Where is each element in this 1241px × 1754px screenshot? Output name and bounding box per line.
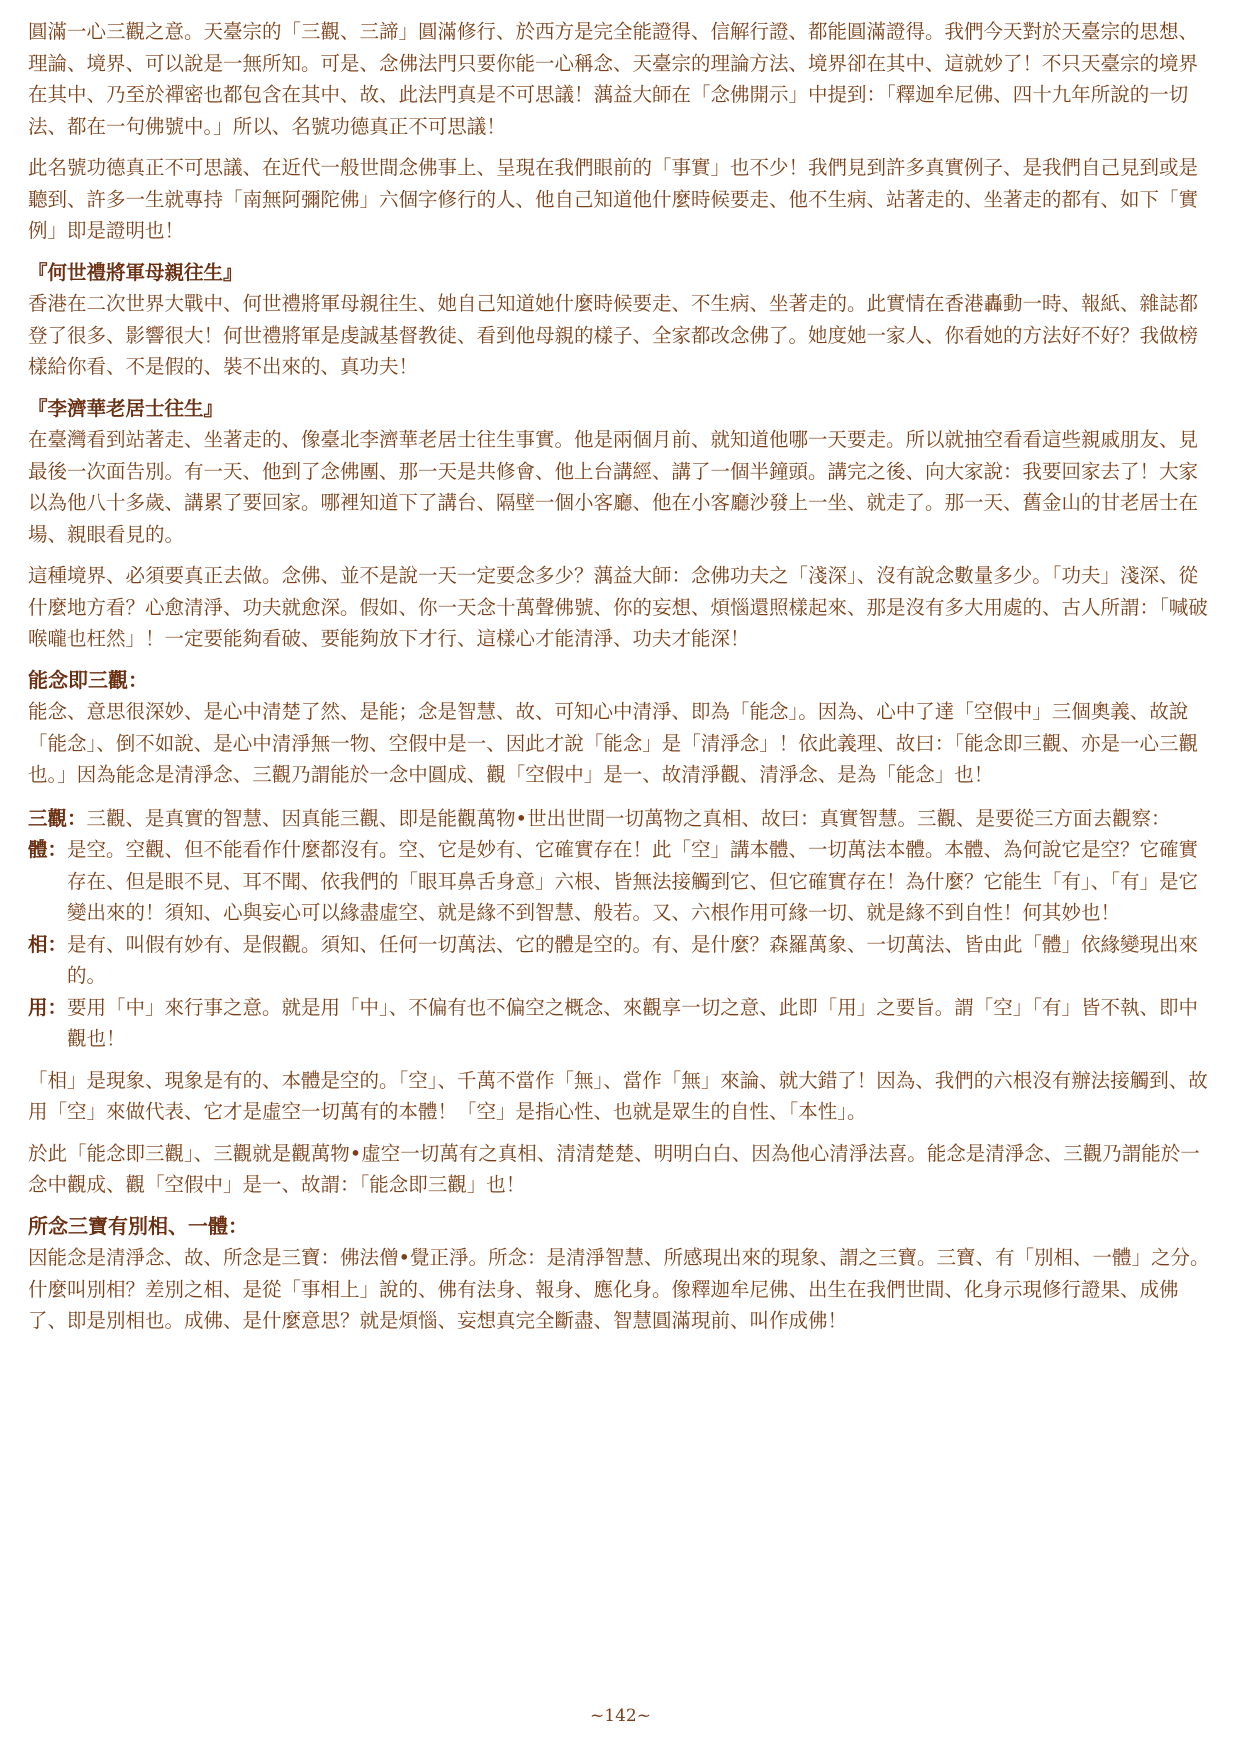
page-number: ~142~	[590, 1706, 651, 1726]
definition-text: 是空。空觀、但不能看作什麼都沒有。空、它是妙有、它確實存在！此「空」講本體、一切萬法本體。本體、為何說它是空？它確實存在、但是眼不見、耳不聞、依我們的「眼耳鼻舌身意」六根、皆無法接觸到它、但它確實存在！為什麼？它能生「有」、「有」是它變出來的！須知、心與妄心可以緣盡虛空、就是緣不到智慧、般若。又、六根作用可緣一切、就是緣不到自性！何其妙也！	[67, 838, 1199, 924]
paragraph-name-merit: 此名號功德真正不可思議、在近代一般世間念佛事上、呈現在我們眼前的「事實」也不少！我們見到許多真實例子、是我們自己見到或是聽到、許多一生就專持「南無阿彌陀佛」六個字修行的人、他自己知道他什麼時候要走、他不生病、站著走的、坐著走的都有、如下「實例」即是證明也！	[28, 156, 1199, 242]
definition-text: 要用「中」來行事之意。就是用「中」、不偏有也不偏空之概念、來觀享一切之意、此即「用」之要旨。謂「空」「有」皆不執、即中觀也！	[67, 995, 1199, 1050]
definition-label: 三觀：	[28, 806, 87, 830]
heading-li-jihua: 『李濟華老居士往生』	[28, 396, 224, 420]
paragraph-general-mother: 香港在二次世界大戰中、何世禮將軍母親往生、她自己知道她什麼時候要走、不生病、坐著走的。此實情在香港轟動一時、報紙、雜誌都登了很多、影響很大！何世禮將軍是虔誠基督教徒、看到他母親的樣子、全家都改念佛了。她度她一家人、你看她的方法好不好？我做榜樣給你看、不是假的、裝不出來的、真功夫！	[28, 292, 1199, 378]
paragraph-li-jihua: 在臺灣看到站著走、坐著走的、像臺北李濟華老居士往生事實。他是兩個月前、就知道他哪一天要走。所以就抽空看看這些親戚朋友、見最後一次面告別。有一天、他到了念佛團、那一天是共修會、他上台講經、講了一個半鐘頭。講完之後、向大家說：我要回家去了！大家以為他八十多歲、講累了要回家。哪裡知道下了講台、隔壁一個小客廳、他在小客廳沙發上一坐、就走了。那一天、舊金山的甘老居士在場、親眼看見的。	[28, 428, 1199, 546]
definition-text: 是有、叫假有妙有、是假觀。須知、任何一切萬法、它的體是空的。有、是什麼？森羅萬象、一切萬法、皆由此「體」依緣變現出來的。	[67, 932, 1199, 987]
definition-label: 用：	[28, 995, 68, 1019]
paragraph-neng-nian-summary: 於此「能念即三觀」、三觀就是觀萬物•虛空一切萬有之真相、清清楚楚、明明白白、因為他心清淨法喜。能念是清淨念、三觀乃謂能於一念中觀成、觀「空假中」是一、故謂：「能念即三觀」也！	[28, 1141, 1200, 1196]
definition-yong	[28, 992, 1213, 1055]
paragraph-three-jewels: 因能念是清淨念、故、所念是三寶：佛法僧•覺正淨。所念：是清淨智慧、所感現出來的現象、謂之三寶。三寶、有「別相、一體」之分。什麼叫別相？差別之相、是從「事相上」說的、佛有法身、報身、應化身。像釋迦牟尼佛、出生在我們世間、化身示現修行證果、成佛了、即是別相也。成佛、是什麼意思？就是煩惱、妄想真完全斷盡、智慧圓滿現前、叫作成佛！	[28, 1246, 1210, 1332]
definition-xiang	[28, 929, 1213, 992]
paragraph-practice: 這種境界、必須要真正去做。念佛、並不是說一天一定要念多少？蕅益大師：念佛功夫之「淺深」、沒有說念數量多少。「功夫」淺深、從什麼地方看？心愈清淨、功夫就愈深。假如、你一天念十萬聲佛號、你的妄想、煩惱還照樣起來、那是沒有多大用處的、古人所謂：「喊破喉嚨也枉然」！一定要能夠看破、要能夠放下才行、這樣心才能清淨、功夫才能深！	[28, 564, 1208, 650]
heading-general-mother: 『何世禮將軍母親往生』	[28, 260, 243, 284]
paragraph-intro: 圓滿一心三觀之意。天臺宗的「三觀、三諦」圓滿修行、於西方是完全能證得、信解行證、都能圓滿證得。我們今天對於天臺宗的思想、理論、境界、可以說是一無所知。可是、念佛法門只要你能一心稱念、天臺宗的理論方法、境界卻在其中、這就妙了！不只天臺宗的境界在其中、乃至於禪密也都包含在其中、故、此法門真是不可思議！蕅益大師在「念佛開示」中提到：「釋迦牟尼佛、四十九年所說的一切法、都在一句佛號中。」所以、名號功德真正不可思議！	[28, 20, 1199, 138]
paragraph-neng-nian: 能念、意思很深妙、是心中清楚了然、是能；念是智慧、故、可知心中清淨、即為「能念」。因為、心中了達「空假中」三個奧義、故說「能念」、倒不如說、是心中清淨無一物、空假中是一、因此才說「能念」是「清淨念」！依此義理、故曰：「能念即三觀、亦是一心三觀也。」因為能念是清淨念、三觀乃謂能於一念中圓成、觀「空假中」是一、故清淨觀、清淨念、是為「能念」也！	[28, 700, 1199, 786]
heading-three-jewels: 所念三寶有別相、一體：	[28, 1213, 248, 1238]
definition-ti	[28, 834, 1213, 929]
heading-neng-nian: 能念即三觀：	[28, 667, 148, 692]
definition-list	[28, 803, 1213, 1055]
paragraph-xiang-kong: 「相」是現象、現象是有的、本體是空的。「空」、千萬不當作「無」、當作「無」來論、就大錯了！因為、我們的六根沒有辦法接觸到、故用「空」來做代表、它才是虛空一切萬有的本體！「空」是指心性、也就是眾生的自性、「本性」。	[28, 1068, 1208, 1123]
definition-label: 體：	[28, 838, 68, 861]
definition-san-guan	[28, 803, 1213, 835]
definition-label: 相：	[28, 932, 68, 956]
definition-text: 三觀、是真實的智慧、因真能三觀、即是能觀萬物•世出世間一切萬物之真相、故曰：真實智慧。三觀、是要從三方面去觀察：	[86, 806, 1171, 830]
